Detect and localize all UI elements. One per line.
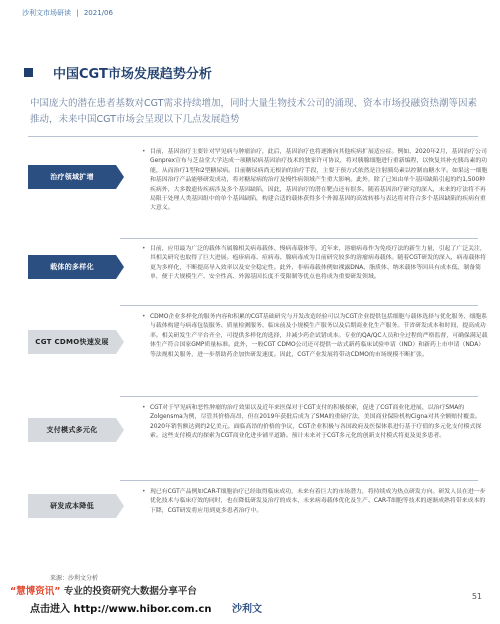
footer-brand: “慧博资讯” [10, 586, 61, 597]
section-text: • 目前，基因治疗主要针对罕见病与肿瘤治疗，此后，基因治疗也将逐渐向其他疾病扩展适应症。例如，2020年2月，基因治疗公司Genprex宣布与芝益堂大学达成一项糖尿病基因治疗技术的独家许可协议，将对胰腺细胞进行重新编程，以恢复其补充胰岛素的功能，从而治疗1型和2型糖尿病。目前糖尿病尚无根治的治疗手段，主要于预方式依然是注射胰岛素以控制血糖水平。如果这一细胞和基因治疗产品能够研发成功，将对糖尿病的治疗及慢性病领域产生重大影响。此外，除了已知由单个基因缺陷引起的约1,500种疾病外，大多数遗传疾病涉及多个基因缺陷，因此，基因治疗的潜在靶点还有很多。随着基因治疗研究的深入，未来的疗法将不再局限于处理人类基因组中的单个基因缺陷，构建合适的载体获得多个外源基因的高效转移与表达将对符合多个基因缺陷的疾病有重大意义。 [150, 148, 490, 214]
page-number: 51 [471, 592, 482, 601]
divider [120, 238, 478, 239]
header-date: 2021/06 [83, 9, 113, 17]
divider [120, 396, 478, 397]
page-title: 中国CGT市场发展趋势分析 [53, 67, 212, 82]
footer-slogan: 专业的投资研究大数据分享平台 [63, 586, 197, 597]
header-brand: 沙利文市场研读 [22, 9, 71, 17]
divider [120, 305, 478, 306]
frost-sullivan-logo: 沙利文 [232, 604, 262, 615]
section-text: • CGT对于罕见病和恶性肿瘤的治疗效果以及近年来医保对于CGT支付的积极探索，促进了CGT商业化进展，以治疗SMA的Zolgensma为例，尽管其价格高昂，但在2019年获批后成为了SMA的重磅疗法，美国商业保险机构Cigna对其全额赔付覆盖。2020年销售额达到约2亿美元。面临高昂的价格的争议，CGT企业积极与各国政府及医保体系进行基于疗值的多元化支付模式探索。这些支付模式的探索为CGT商业化进步铺平道路。预计未来对于CGT多元化的创新支付模式将更及更多患者。 [150, 404, 490, 442]
divider [120, 480, 478, 481]
header-separator: | [76, 9, 79, 17]
footer-banner [10, 583, 197, 597]
footer-link-row [30, 600, 211, 615]
footer-click-prefix: 点击进入 [30, 604, 70, 615]
title-row [24, 63, 212, 82]
source-note: 来源：沙利文分析 [50, 575, 99, 582]
section-text: • CDMO企业多样化的服务内容和积累的CGT基础研究与开发改造经验可以为CGT企业提供包括细胞与载体选择与优化服务、细胞系与载体构建与病毒包装服务、质量检测服务、临床前及小规模生产服务以及后期商业化生产服务。节省研发成本和时间，提高成功率。相关研发生产平台齐全，可提供多样化的选择，并减少药企试错成本。专业的QA/QC人员和全过程的严格监督，可确保满足载体生产符合国家GMP质量标准。此外，一般CGT CDMO公司还可提供一站式新药临床试验申请（IND）和新药上市申请（NDA）等法规相关服务，进一步帮助药企加快研发速度。因此，CGT产业发展将带动CDMO的市场规模不断扩张。 [150, 313, 490, 360]
section-tag: 载体的多样化 [28, 255, 116, 279]
section-text: • 目前，应用最为广泛的载体当属腺相关病毒载体、慢病毒载体等。近年来，溶瘤病毒作为免疫疗法的新生力量，引起了广泛关注，其相关研究也取得了巨大进展。疱疹病毒、痘病毒、腺病毒成为目前研究较多的溶瘤病毒载体。随着CGT研发的深入，病毒载体将更为多样化，不断提高导入效率以及安全稳定性。此外，非病毒载体例如裸露DNA、脂质体、纳米载体等因具有成本低、制备简单，便于大规模生产、安全性高、外源基因长度不受限制等优点也将成为重要研发领域。 [150, 245, 490, 283]
section-text: • 现已有CGT产品例如CAR-T细胞治疗已经取得临床成功，未来有着巨大的市场潜力，将持续成为热点研发方向。研发人员在进一步优化技术与临床疗效的同时，也在降低研发及治疗的成本，未来病毒载体优化及生产、CAR-T细胞等技术的逐渐成熟将带来成本的下降，CGT研发将应用到更多患者治疗中。 [150, 488, 490, 516]
footer-url-link[interactable]: http://www.hibor.com.cn [73, 604, 212, 615]
section-tag: 研发成本降低 [28, 494, 116, 518]
section-tag: 支付模式多元化 [28, 418, 116, 442]
page-header [22, 8, 116, 18]
intro-paragraph: 中国庞大的潜在患者基数对CGT需求持续增加，同时大量生物技术公司的涌现、资本市场投融资热潮等因素推动，未来中国CGT市场会呈现以下几点发展趋势 [30, 98, 477, 125]
section-tag: 治疗领域扩增 [28, 165, 116, 189]
section-tag: CGT CDMO快速发展 [28, 330, 116, 354]
title-square-icon [24, 68, 33, 77]
divider [28, 136, 478, 137]
